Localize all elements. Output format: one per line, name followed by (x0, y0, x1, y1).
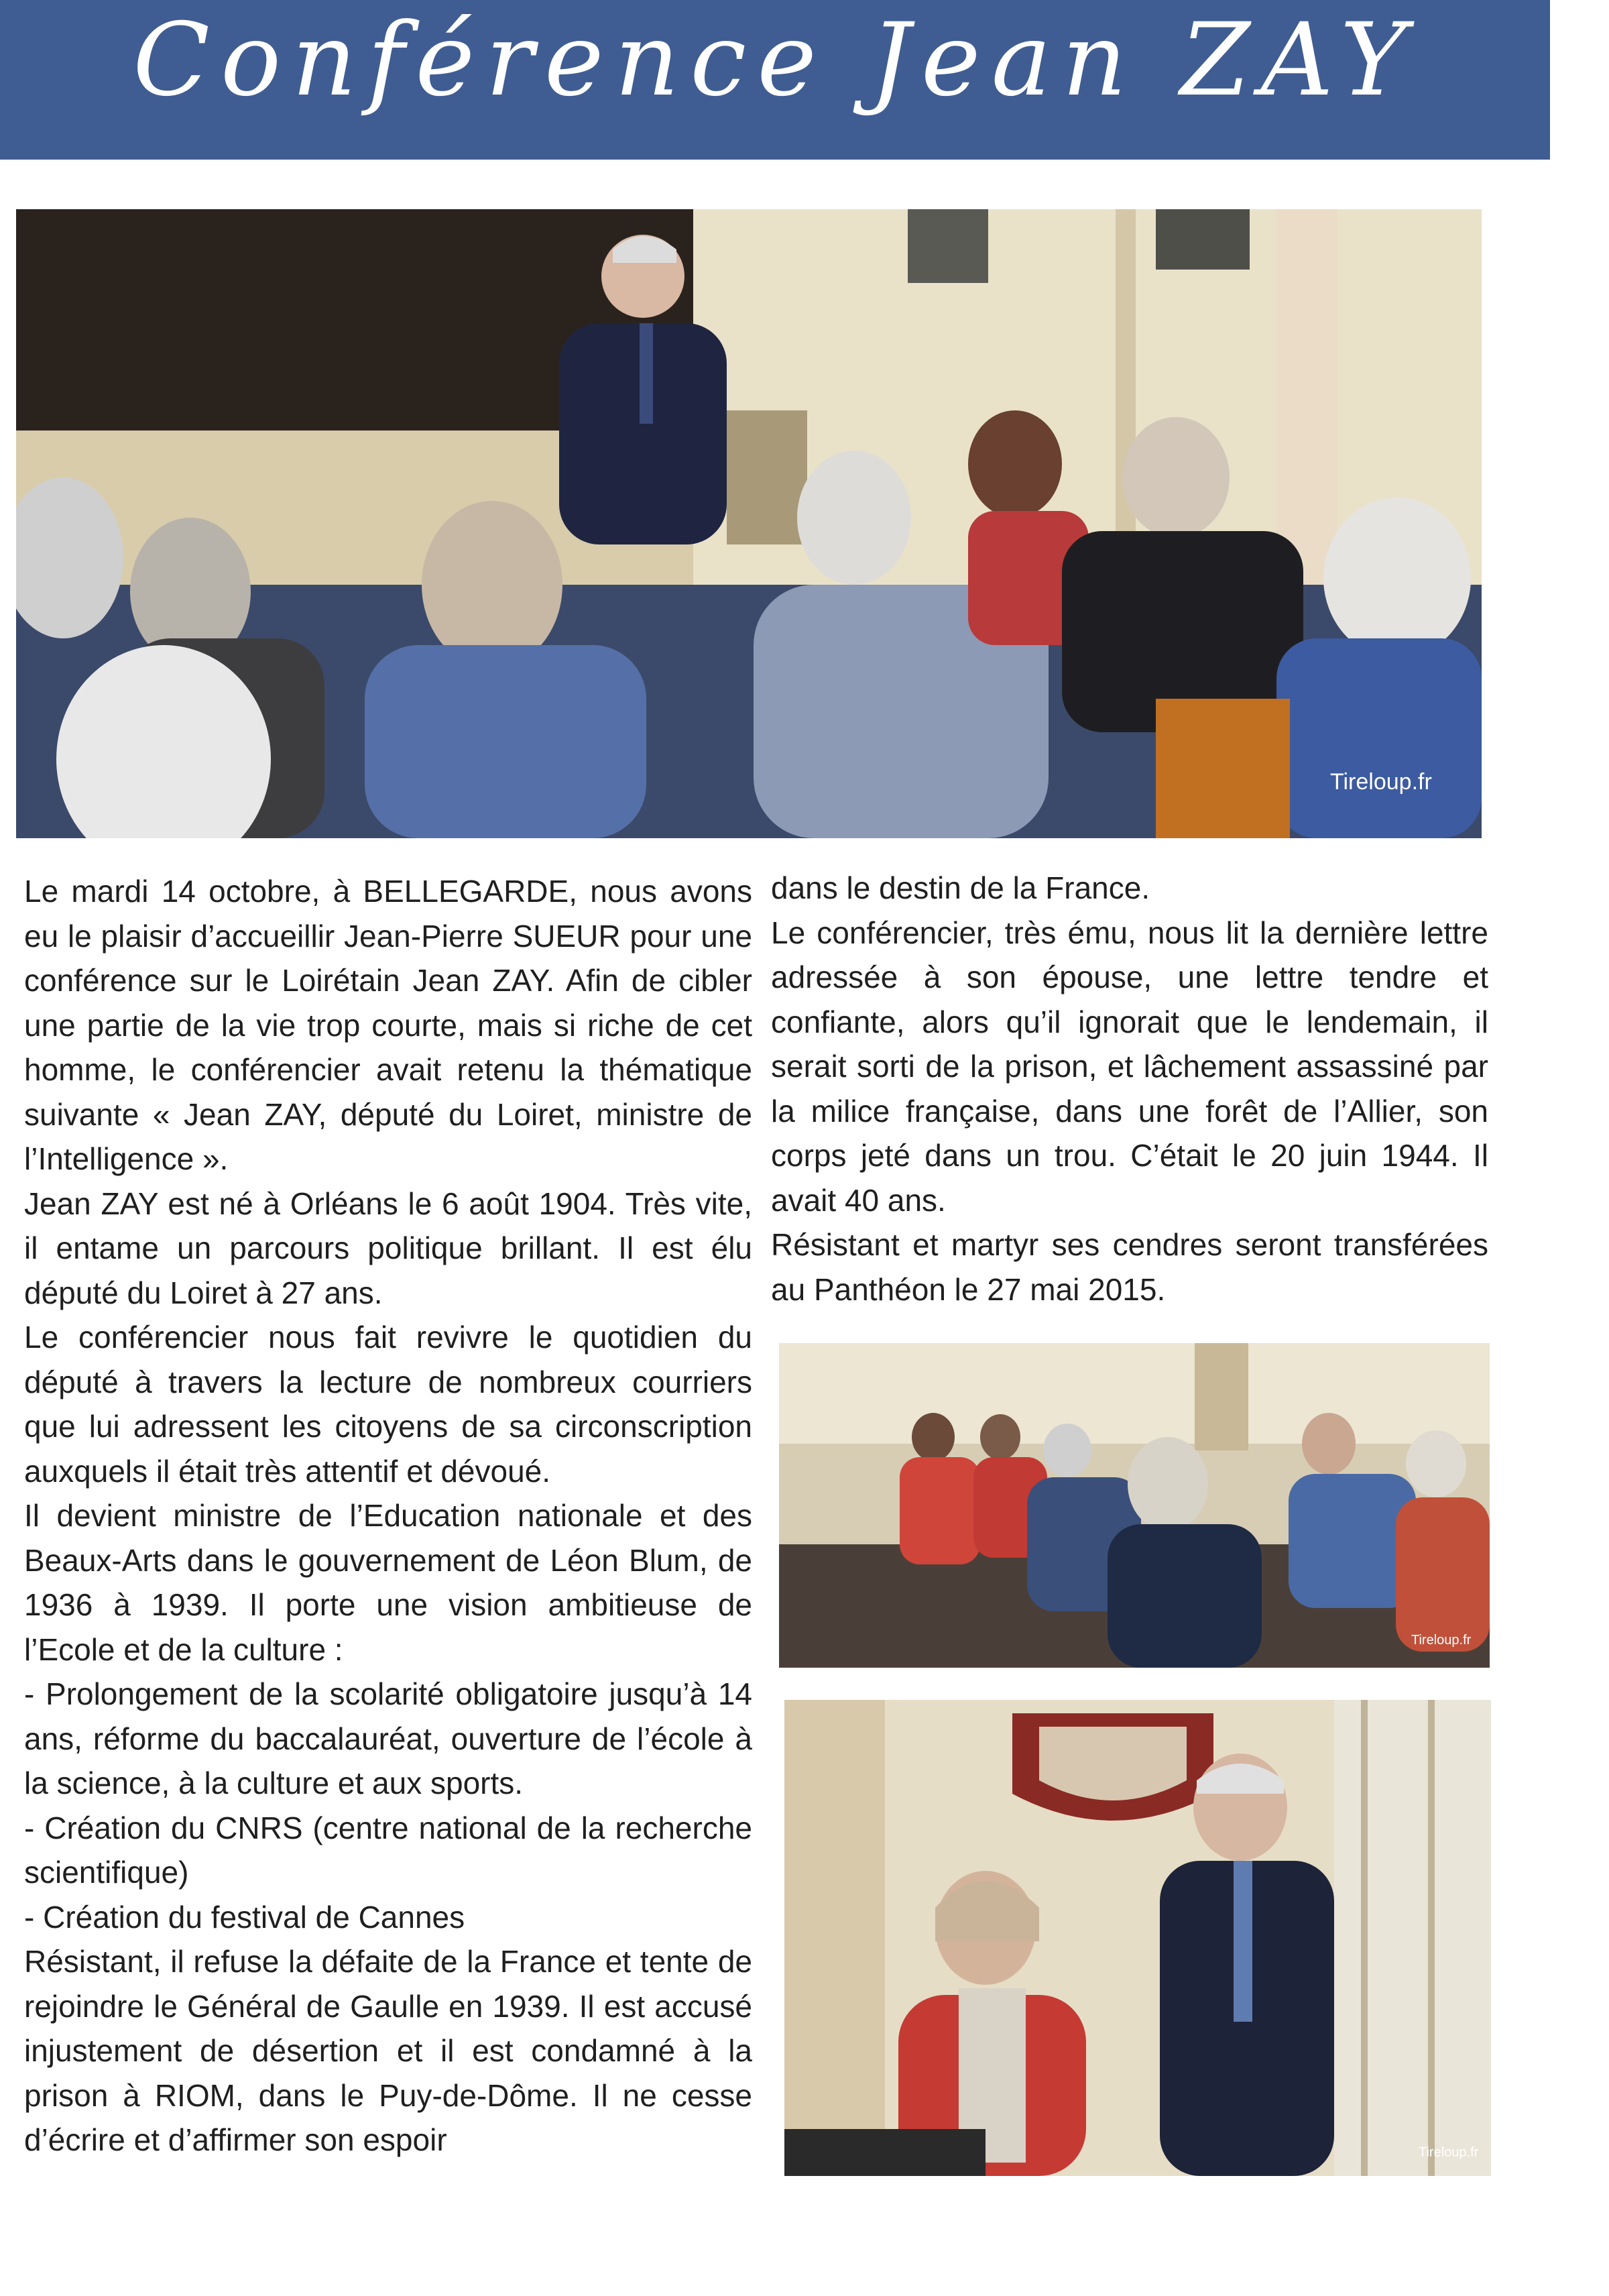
article-list-item: - Prolongement de la scolarité obligatoire jusqu’à 14 ans, réforme du baccalauréat, ouverture de l’école à la science, à la culture et aux sports. (24, 1676, 752, 1800)
audience-photo (779, 1343, 1490, 1668)
conference-photo-illustration (16, 209, 1482, 838)
article-column-left (24, 869, 752, 2163)
article-paragraph: Résistant, il refuse la défaite de la France et tente de rejoindre le Général de Gaulle en 1939. Il est accusé injustement de désertion et il est condamné à la prison à RIOM, dans le Puy-de-Dôme. Il ne cesse d’écrire et d’affirmer son espoir (24, 1944, 752, 2157)
article-paragraph: Jean ZAY est né à Orléans le 6 août 1904. Très vite, il entame un parcours politique brillant. Il est élu député du Loiret à 27 ans. (24, 1186, 752, 1310)
photo-credit: Tireloup.fr (1330, 769, 1432, 795)
photo-credit: Tireloup.fr (1411, 1633, 1472, 1648)
article-paragraph: Le conférencier, très ému, nous lit la dernière lettre adressée à son épouse, une lettre tendre et confiante, alors qu’il ignorait que le lendemain, il serait sorti de la prison, et lâchement assassiné par la milice française, dans une forêt de l’Allier, son corps jeté dans un trou. C’était le 20 juin 1944. Il avait 40 ans. (771, 915, 1488, 1218)
article-list-item: - Création du festival de Cannes (24, 1899, 465, 1935)
article-list-item: - Création du CNRS (centre national de la recherche scientifique) (24, 1810, 752, 1890)
article-paragraph: dans le destin de la France. (771, 870, 1150, 905)
reception-photo-illustration (784, 1700, 1491, 2176)
article-column-right (771, 866, 1488, 1312)
header-banner (0, 0, 1550, 160)
page-title: Conférence Jean ZAY (133, 2, 1417, 119)
audience-photo-illustration (779, 1343, 1490, 1668)
conference-photo (16, 209, 1482, 838)
photo-credit: Tireloup.fr (1419, 2145, 1479, 2160)
article-paragraph: Le mardi 14 octobre, à BELLEGARDE, nous avons eu le plaisir d’accueillir Jean-Pierre SUEUR pour une conférence sur le Loirétain Jean ZAY. Afin de cibler une partie de la vie trop courte, mais si riche de cet homme, le conférencier avait retenu la thématique suivante « Jean ZAY, député du Loiret, ministre de l’Intelligence ». (24, 874, 752, 1176)
article-paragraph: Le conférencier nous fait revivre le quotidien du député à travers la lecture de nombreux courriers que lui adressent les citoyens de sa circonscription auxquels il était très attentif et dévoué. (24, 1320, 752, 1489)
article-paragraph: Résistant et martyr ses cendres seront transférées au Panthéon le 27 mai 2015. (771, 1227, 1488, 1307)
article-paragraph: Il devient ministre de l’Education nationale et des Beaux-Arts dans le gouvernement de Léon Blum, de 1936 à 1939. Il porte une vision ambitieuse de l’Ecole et de la culture : (24, 1498, 752, 1667)
reception-photo (784, 1700, 1491, 2176)
